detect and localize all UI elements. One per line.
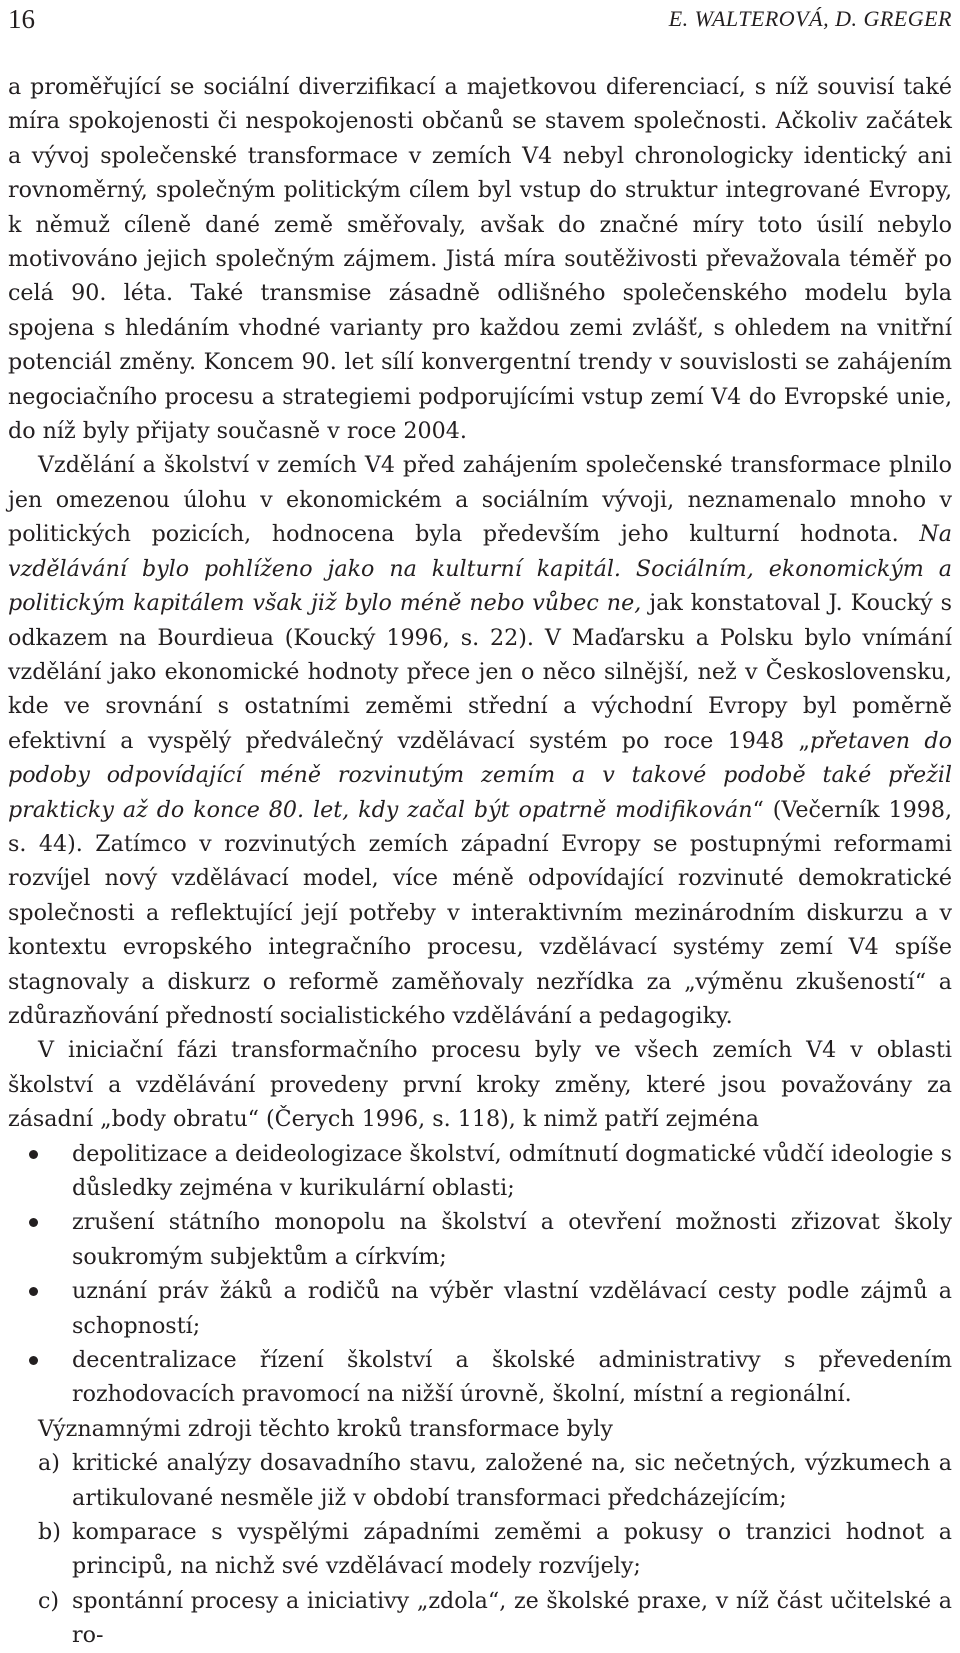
paragraph-1-text: a proměřující se sociální diverzifikací a majetkovou diferenciací, s níž souvisí také míra spokojenosti či nespokojenosti občanů se stavem společnosti. Ačkoliv začátek a vývoj společenské transformace v zemích V4 nebyl chronologicky identický ani rovnoměrný, společným politickým cílem byl vstup do struktur integrované Evropy, k němuž cíleně dané země směřovaly, avšak do značné míry toto úsilí nebylo motivováno jejich společným zájmem. Jistá míra soutěživosti převažovala téměř po celá 90. léta. Také transmise zásadně odlišného společenského modelu byla spojena s hledáním vhodné varianty pro každou zemi zvlášť, s ohledem na vnitřní potenciál změny. Koncem 90. let sílí konvergentní trendy v souvislosti se zahájením negociačního procesu a strategiemi podporujícími vstup zemí V4 do Evropské unie, do níž byly přijaty současně v roce 2004. [8, 74, 952, 445]
list-item [8, 1343, 952, 1412]
paragraph-3 [8, 1033, 952, 1136]
list-item-label: a) [38, 1450, 60, 1477]
paragraph-2-text-a: Vzdělání a školství v zemích V4 před zahájením společenské transformace plnilo jen omezenou úlohu v ekonomickém a sociálním vývoji, neznamenalo mnoho v politických pozicích, hodnocena byla především jeho kulturní hodnota. [8, 452, 952, 548]
list-item [8, 1137, 952, 1206]
list-item [8, 1584, 952, 1653]
list-item-text: decentralizace řízení školství a školské administrativy s převedením rozhodovacích pravomocí na nižší úrovně, školní, místní a regionální. [72, 1347, 952, 1408]
bullet-icon [29, 1356, 38, 1365]
body-text [8, 70, 952, 1653]
quote-italic-2: přetaven do podoby odpovídající méně rozvinutým zemím a v takové podobě také přežil prakticky až do konce 80. let, kdy začal být opatrně modifikován [8, 727, 952, 823]
bullet-icon [29, 1287, 38, 1296]
page-number: 16 [8, 4, 35, 34]
list-item [8, 1446, 952, 1515]
list-item-text: zrušení státního monopolu na školství a otevření možnosti zřizovat školy soukromým subjektům a církvím; [72, 1209, 952, 1270]
paragraph-2 [8, 448, 952, 1033]
list-item-text: depolitizace a deideologizace školství, odmítnutí dogmatické vůdčí ideologie s důsledky zejména v kurikulární oblasti; [72, 1140, 952, 1201]
bullet-icon [29, 1150, 38, 1159]
paragraph-2-text-c: “ (Večerník 1998, s. 44). Zatímco v rozvinutých zemích západní Evropy se postupnými reformami rozvíjel nový vzdělávací model, více méně odpovídající rozvinuté demokratické společnosti a reflektující její potřeby v interaktivním mezinárodním diskurzu a v kontextu evropského integračního procesu, vzdělávací systémy zemí V4 spíše stagnovaly a diskurz o reformě zaměňovaly nezřídka za „výměnu zkušeností“ a zdůrazňování předností socialistického vzdělávání a pedagogiky. [8, 796, 953, 1029]
list-item-label: b) [38, 1519, 61, 1546]
running-head: E. WALTEROVÁ, D. GREGER [668, 6, 952, 31]
sources-intro: Významnými zdroji těchto kroků transformace byly [38, 1415, 613, 1442]
list-item-text: uznání práv žáků a rodičů na výběr vlastní vzdělávací cesty podle zájmů a schopností; [72, 1278, 952, 1339]
list-item-text: kritické analýzy dosavadního stavu, založené na, sic nečetných, výzkumech a artikulované nesměle již v období transformaci předcházejícím; [72, 1450, 952, 1511]
paragraph-1 [8, 70, 952, 448]
list-item [8, 1515, 952, 1584]
list-item-label: c) [38, 1587, 60, 1614]
list-item [8, 1205, 952, 1274]
paragraph-3-text: V iniciační fázi transformačního procesu byly ve všech zemích V4 v oblasti školství a vzdělávání provedeny první kroky změny, které jsou považovány za zásadní „body obratu“ (Čerych 1996, s. 118), k nimž patří zejména [8, 1037, 952, 1133]
list-item [8, 1274, 952, 1343]
paragraph-2-text-b: jak konstatoval J. Koucký s odkazem na Bourdieua (Koucký 1996, s. 22). V Maďarsku a Polsku bylo vnímání vzdělání jako ekonomické hodnoty přece jen o něco silnější, než v Československu, kde ve srovnání s ostatními zeměmi střední a východní Evropy byl poměrně efektivní a vyspělý předválečný vzdělávací systém po roce 1948 „ [8, 590, 953, 754]
page-header [8, 4, 952, 44]
lettered-list [8, 1446, 952, 1652]
bullet-icon [29, 1218, 38, 1227]
quote-italic-1: Na vzdělávání bylo pohlíženo jako na kulturní kapitál. Sociálním, ekonomickým a politickým kapitálem však již bylo méně nebo vůbec ne, [8, 521, 952, 617]
bullet-list [8, 1137, 952, 1412]
list-item-text: spontánní procesy a iniciativy „zdola“, ze školské praxe, v níž část učitelské a ro- [72, 1587, 952, 1649]
list-item-text: komparace s vyspělými západními zeměmi a pokusy o tranzici hodnot a principů, na nichž své vzdělávací modely rozvíjely; [72, 1519, 952, 1580]
